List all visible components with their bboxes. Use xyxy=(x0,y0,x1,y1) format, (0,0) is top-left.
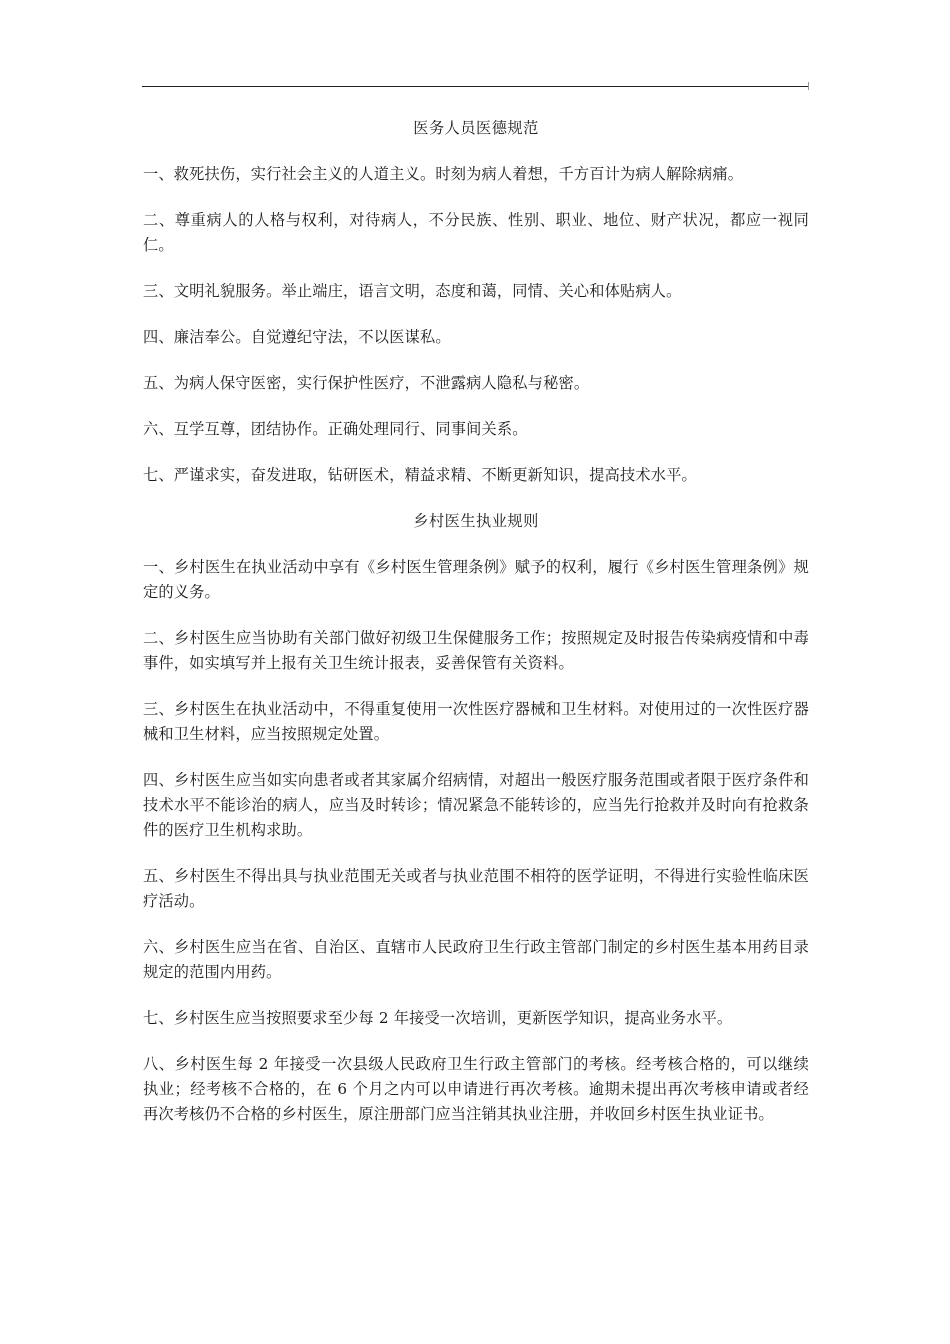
document-body xyxy=(143,116,809,1148)
section-title-village-doctor-rules: 乡村医生执业规则 xyxy=(413,512,539,530)
rule-item-5: 五、乡村医生不得出具与执业范围无关或者与执业范围不相符的医学证明，不得进行实验性临床医疗活动。 xyxy=(143,867,809,910)
header-rule-end-mark xyxy=(808,82,809,90)
ethics-item-2: 二、尊重病人的人格与权利，对待病人，不分民族、性别、职业、地位、财产状况，都应一视同仁。 xyxy=(143,211,809,254)
ethics-item-4: 四、廉洁奉公。自觉遵纪守法，不以医谋私。 xyxy=(143,328,451,346)
section-title-medical-ethics: 医务人员医德规范 xyxy=(413,119,539,137)
rule-item-4: 四、乡村医生应当如实向患者或者其家属介绍病情，对超出一般医疗服务范围或者限于医疗条件和技术水平不能诊治的病人，应当及时转诊；情况紧急不能转诊的，应当先行抢救并及时向有抢救条件的医疗卫生机构求助。 xyxy=(143,771,809,839)
ethics-item-5: 五、为病人保守医密，实行保护性医疗，不泄露病人隐私与秘密。 xyxy=(143,374,590,392)
rule-item-2: 二、乡村医生应当协助有关部门做好初级卫生保健服务工作；按照规定及时报告传染病疫情和中毒事件，如实填写并上报有关卫生统计报表，妥善保管有关资料。 xyxy=(143,629,809,672)
ethics-item-3: 三、文明礼貌服务。举止端庄，语言文明，态度和蔼，同情、关心和体贴病人。 xyxy=(143,282,682,300)
ethics-item-1: 一、救死扶伤，实行社会主义的人道主义。时刻为病人着想，千方百计为病人解除病痛。 xyxy=(143,165,744,183)
rule-item-8: 八、乡村医生每 2 年接受一次县级人民政府卫生行政主管部门的考核。经考核合格的，可以继续执业；经考核不合格的，在 6 个月之内可以申请进行再次考核。逾期未提出再次考核申请或者经再次考核仍不合格的乡村医生，原注册部门应当注销其执业注册，并收回乡村医生执业证书。 xyxy=(143,1055,809,1123)
ethics-item-7: 七、严谨求实，奋发进取，钻研医术，精益求精、不断更新知识，提高技术水平。 xyxy=(143,466,697,484)
rule-item-7: 七、乡村医生应当按照要求至少每 2 年接受一次培训，更新医学知识，提高业务水平。 xyxy=(143,1009,733,1027)
header-rule xyxy=(142,86,809,87)
rule-item-6: 六、乡村医生应当在省、自治区、直辖市人民政府卫生行政主管部门制定的乡村医生基本用药目录规定的范围内用药。 xyxy=(143,938,809,981)
ethics-item-6: 六、互学互尊，团结协作。正确处理同行、同事间关系。 xyxy=(143,420,528,438)
rule-item-3: 三、乡村医生在执业活动中，不得重复使用一次性医疗器械和卫生材料。对使用过的一次性医疗器械和卫生材料，应当按照规定处置。 xyxy=(143,700,809,743)
rule-item-1: 一、乡村医生在执业活动中享有《乡村医生管理条例》赋予的权利，履行《乡村医生管理条例》规定的义务。 xyxy=(143,558,809,601)
